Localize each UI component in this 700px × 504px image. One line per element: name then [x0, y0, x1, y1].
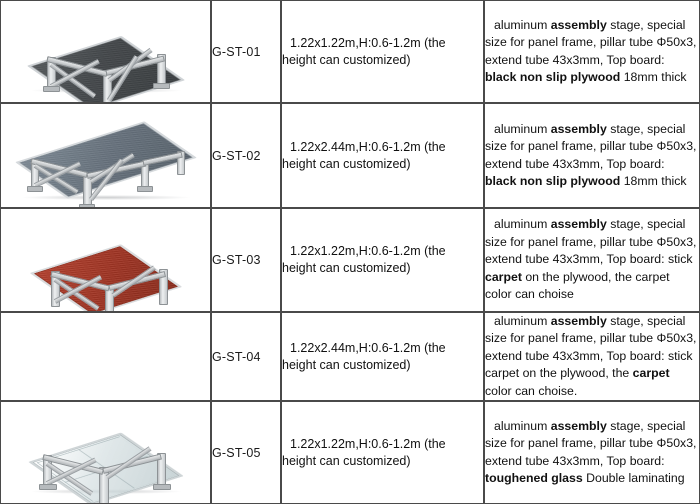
model-code: G-ST-02 — [211, 103, 281, 208]
size-spec: 1.22x1.22m,H:0.6-1.2m (the height can customized) — [281, 0, 484, 103]
description: aluminum assembly stage, special size for panel frame, pillar tube Φ50x3, extend tube 43x3mm, Top board: black non slip plywood 18mm thick — [484, 103, 700, 208]
stage-illustration-red-carpet-square — [17, 215, 195, 305]
size-spec: 1.22x1.22m,H:0.6-1.2m (the height can customized) — [281, 401, 484, 504]
size-spec: 1.22x1.22m,H:0.6-1.2m (the height can customized) — [281, 208, 484, 312]
table-row — [0, 208, 700, 312]
description: aluminum assembly stage, special size for panel frame, pillar tube Φ50x3, extend tube 43x3mm, Top board: toughened glass Double laminating — [484, 401, 700, 504]
product-image-cell — [0, 208, 211, 312]
table-row — [0, 401, 700, 504]
product-image-cell-empty — [0, 312, 211, 401]
product-image-cell — [0, 401, 211, 504]
table-row — [0, 0, 700, 103]
size-spec: 1.22x2.44m,H:0.6-1.2m (the height can customized) — [281, 103, 484, 208]
table-row — [0, 312, 700, 401]
stage-illustration-bluegray-rect — [17, 111, 195, 201]
product-image-cell — [0, 0, 211, 103]
description: aluminum assembly stage, special size for panel frame, pillar tube Φ50x3, extend tube 43x3mm, Top board: black non slip plywood 18mm thick — [484, 0, 700, 103]
stage-illustration-black-square — [17, 10, 195, 94]
product-image-cell — [0, 103, 211, 208]
table-row — [0, 103, 700, 208]
model-code: G-ST-01 — [211, 0, 281, 103]
size-spec: 1.22x2.44m,H:0.6-1.2m (the height can customized) — [281, 312, 484, 401]
model-code: G-ST-03 — [211, 208, 281, 312]
description: aluminum assembly stage, special size for panel frame, pillar tube Φ50x3, extend tube 43x3mm, Top board: stick carpet on the plywood, the carpet color can choise. — [484, 312, 700, 401]
stage-illustration-glass-square — [17, 411, 195, 495]
description: aluminum assembly stage, special size for panel frame, pillar tube Φ50x3, extend tube 43x3mm, Top board: stick carpet on the plywood, the carpet color can choise — [484, 208, 700, 312]
model-code: G-ST-04 — [211, 312, 281, 401]
model-code: G-ST-05 — [211, 401, 281, 504]
